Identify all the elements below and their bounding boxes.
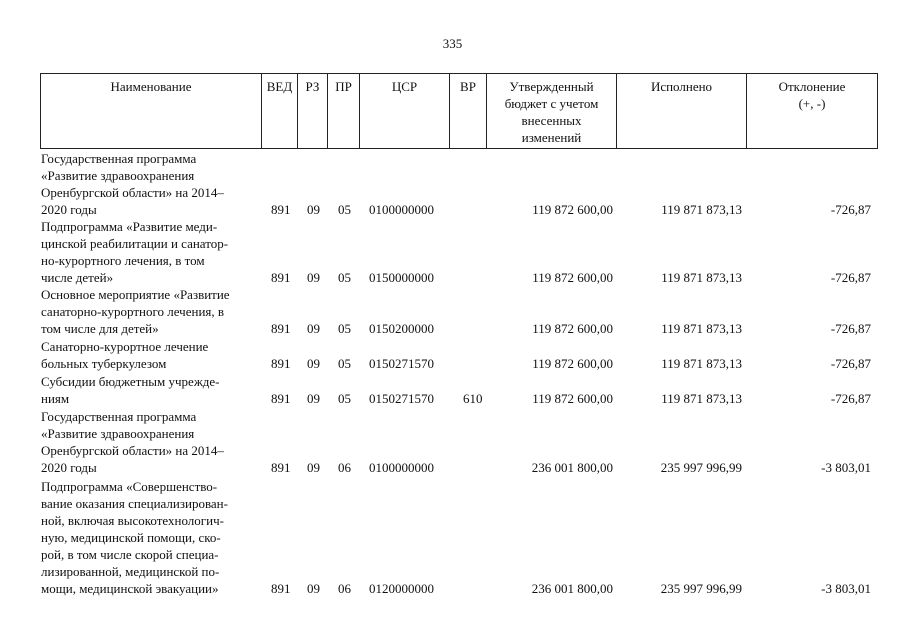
row-budget: 236 001 800,00 — [531, 581, 613, 596]
row-deviation: -726,87 — [830, 270, 871, 285]
row-budget: 119 872 600,00 — [532, 202, 613, 217]
table-row — [0, 338, 905, 372]
row-name: Субсидии бюджетным учрежде- ниям — [41, 374, 220, 406]
table-row — [0, 373, 905, 407]
row-ved: 891 — [271, 321, 291, 336]
header-budget: Утвержденный бюджет с учетом внесенных изменений — [487, 73, 617, 149]
row-name: Государственная программа «Развитие здравоохранения Оренбургской области» на 2014– 2020 годы — [41, 151, 224, 217]
row-executed: 119 871 873,13 — [661, 202, 742, 217]
header-executed: Исполнено — [617, 73, 747, 149]
page-number: 335 — [442, 36, 463, 51]
row-budget: 119 872 600,00 — [532, 270, 613, 285]
row-csr: 0150271570 — [369, 391, 434, 406]
row-budget: 119 872 600,00 — [532, 391, 613, 406]
row-name: Санаторно-курортное лечение больных туберкулезом — [41, 339, 209, 371]
row-rz: 09 — [307, 581, 320, 596]
row-executed: 119 871 873,13 — [661, 270, 742, 285]
row-pr: 05 — [338, 356, 351, 371]
header-deviation: Отклонение (+, -) — [747, 73, 878, 149]
row-name: Основное мероприятие «Развитие санаторно-курортного лечения, в том числе для детей» — [41, 287, 230, 336]
row-deviation: -726,87 — [830, 321, 871, 336]
row-ved: 891 — [271, 356, 291, 371]
row-vr: 610 — [463, 391, 483, 406]
table-row — [0, 218, 905, 286]
row-executed: 119 871 873,13 — [661, 356, 742, 371]
row-deviation: -726,87 — [830, 356, 871, 371]
row-deviation: -726,87 — [830, 202, 871, 217]
header-rz: РЗ — [298, 73, 328, 149]
row-rz: 09 — [307, 391, 320, 406]
row-csr: 0120000000 — [369, 581, 434, 596]
row-csr: 0100000000 — [369, 202, 434, 217]
table-row — [0, 286, 905, 337]
row-budget: 119 872 600,00 — [532, 356, 613, 371]
row-budget: 119 872 600,00 — [532, 321, 613, 336]
row-budget: 236 001 800,00 — [531, 460, 613, 475]
row-csr: 0150271570 — [369, 356, 434, 371]
row-ved: 891 — [271, 202, 291, 217]
row-rz: 09 — [307, 202, 320, 217]
header-ved: ВЕД — [262, 73, 298, 149]
header-vr: ВР — [450, 73, 487, 149]
row-pr: 05 — [338, 391, 351, 406]
row-csr: 0150200000 — [369, 321, 434, 336]
row-ved: 891 — [271, 391, 291, 406]
header-pr: ПР — [328, 73, 360, 149]
row-name: Подпрограмма «Совершенство- вание оказания специализирован- ной, включая высокотехнологич- ную, медицинской помощи, ско- рой, в том числе скорой специа- лизированной, медицинской по- мощи, медицинской эвакуации» — [41, 479, 228, 596]
row-ved: 891 — [271, 270, 291, 285]
row-pr: 05 — [338, 321, 351, 336]
row-rz: 09 — [307, 460, 320, 475]
row-rz: 09 — [307, 356, 320, 371]
row-pr: 06 — [338, 460, 351, 475]
row-executed: 119 871 873,13 — [661, 391, 742, 406]
row-name: Государственная программа «Развитие здравоохранения Оренбургской области» на 2014– 2020 годы — [41, 409, 224, 475]
header-name: Наименование — [40, 73, 262, 149]
table-row — [0, 408, 905, 476]
row-executed: 235 997 996,99 — [660, 460, 742, 475]
row-pr: 05 — [338, 270, 351, 285]
row-deviation: -3 803,01 — [821, 460, 871, 475]
row-ved: 891 — [271, 460, 291, 475]
table-row — [0, 478, 905, 597]
row-pr: 05 — [338, 202, 351, 217]
row-pr: 06 — [338, 581, 351, 596]
row-ved: 891 — [271, 581, 291, 596]
row-name: Подпрограмма «Развитие меди- цинской реабилитации и санатор- но-курортного лечения, в том числе детей» — [41, 219, 229, 285]
row-csr: 0150000000 — [369, 270, 434, 285]
table-row — [0, 150, 905, 218]
header-csr: ЦСР — [360, 73, 450, 149]
row-executed: 119 871 873,13 — [661, 321, 742, 336]
row-rz: 09 — [307, 321, 320, 336]
row-executed: 235 997 996,99 — [660, 581, 742, 596]
row-deviation: -726,87 — [830, 391, 871, 406]
row-rz: 09 — [307, 270, 320, 285]
row-deviation: -3 803,01 — [821, 581, 871, 596]
row-csr: 0100000000 — [369, 460, 434, 475]
